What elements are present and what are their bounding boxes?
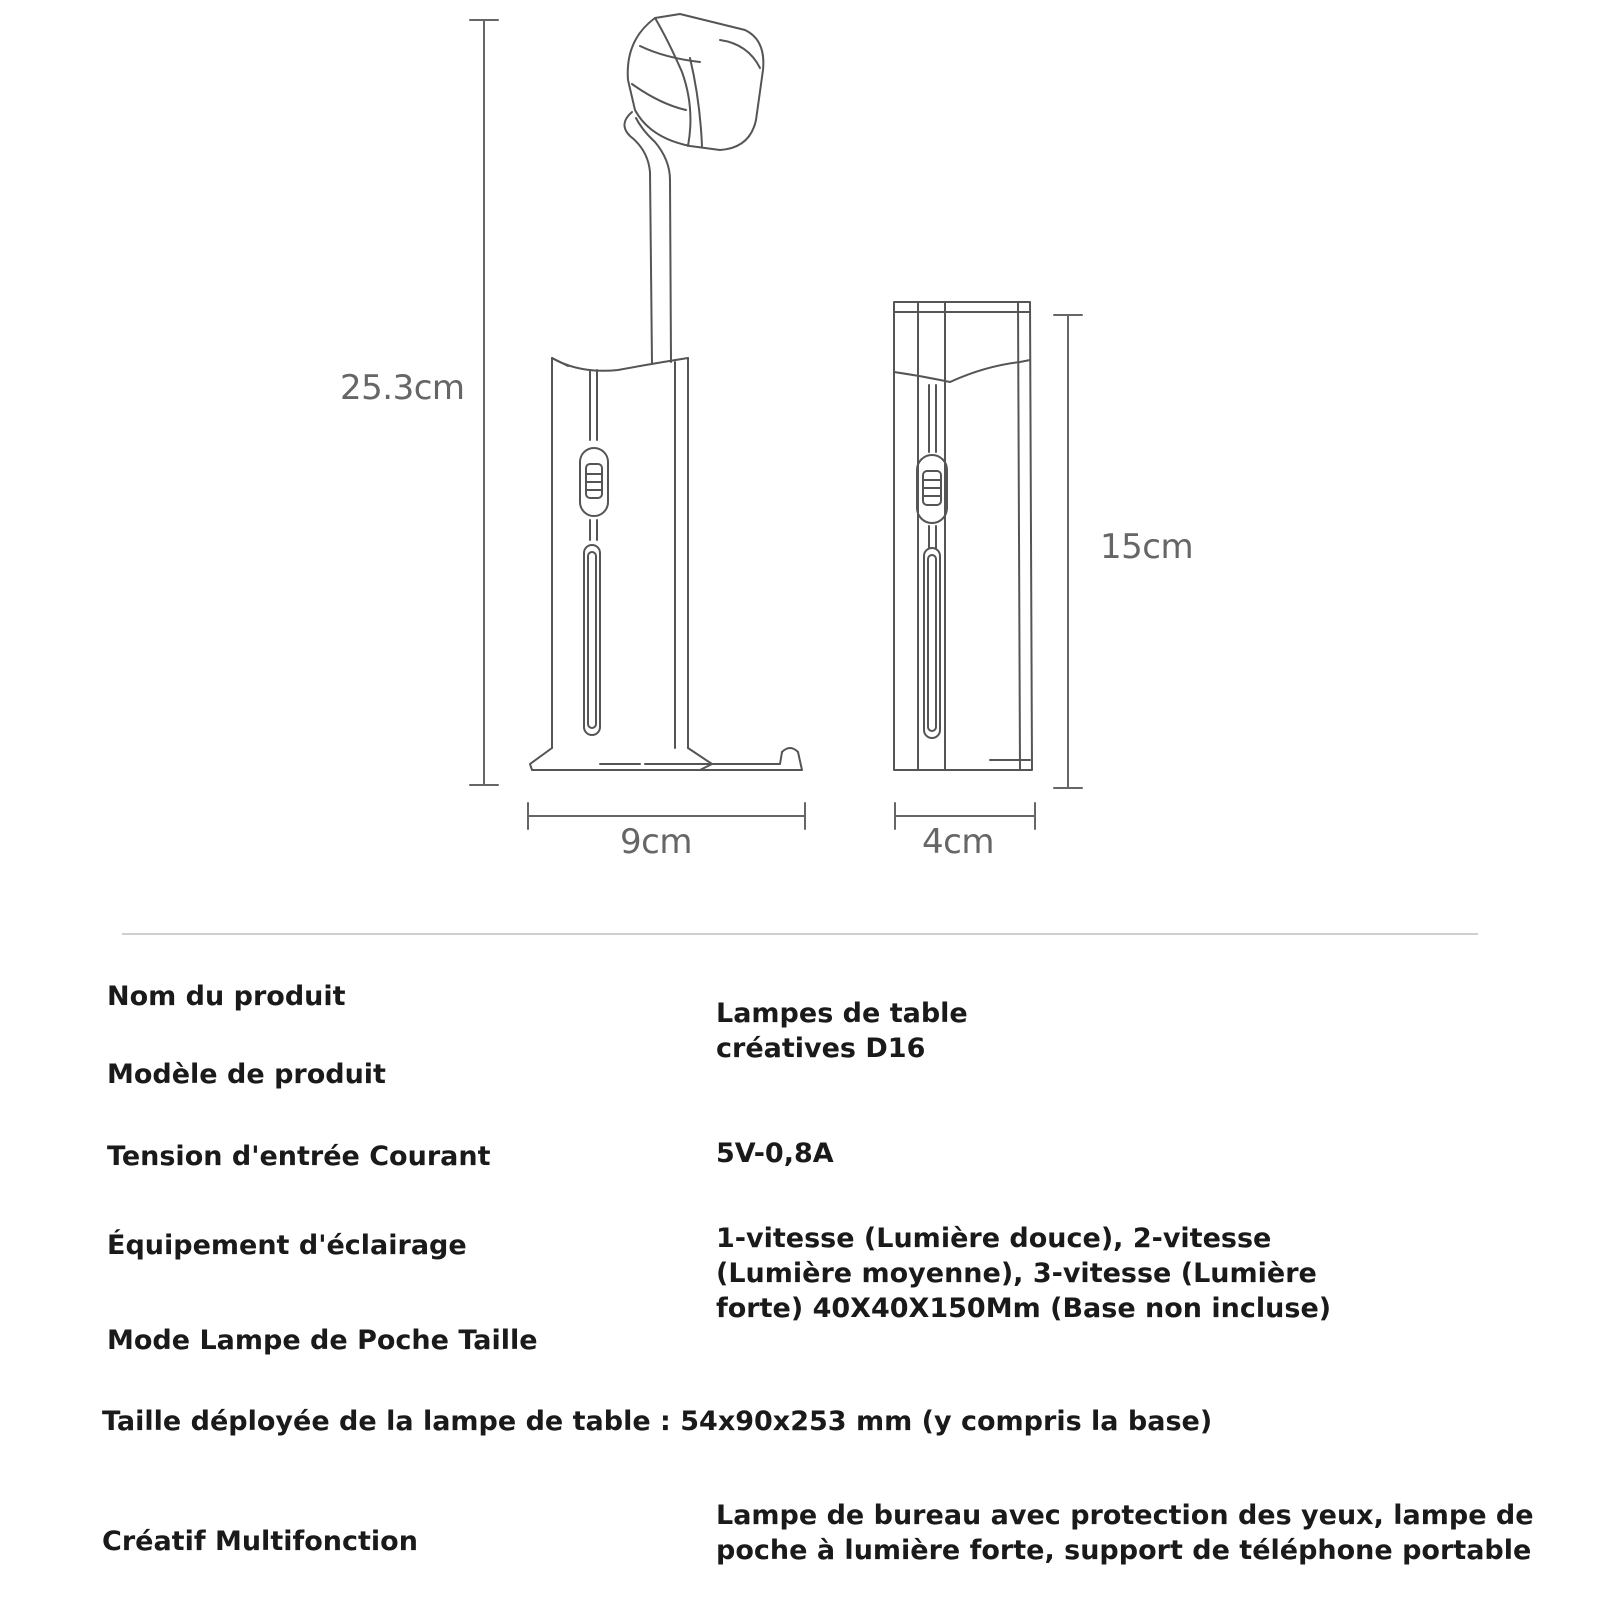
spec-flashlight-label: Mode Lampe de Poche Taille bbox=[107, 1325, 538, 1356]
lamp-neck bbox=[624, 112, 671, 364]
spec-voltage-label: Tension d'entrée Courant bbox=[107, 1141, 491, 1172]
spec-lighting-label: Équipement d'éclairage bbox=[107, 1230, 467, 1261]
height-deployed-label: 25.3cm bbox=[340, 368, 465, 408]
spec-product-name-value-line2: créatives D16 bbox=[716, 1033, 926, 1064]
spec-lighting-value-line2: (Lumière moyenne), 3-vitesse (Lumière bbox=[716, 1258, 1317, 1289]
spec-lighting-value-line3: forte) 40X40X150Mm (Base non incluse) bbox=[716, 1293, 1332, 1324]
width-body-label: 4cm bbox=[922, 822, 994, 862]
folded-lamp-illustration bbox=[894, 302, 1032, 770]
width-base-label: 9cm bbox=[620, 822, 692, 862]
spec-product-name-label: Nom du produit bbox=[107, 981, 346, 1012]
spec-model-label: Modèle de produit bbox=[107, 1059, 386, 1090]
deployed-lamp-illustration bbox=[530, 14, 802, 770]
spec-voltage-value: 5V-0,8A bbox=[716, 1138, 834, 1169]
spec-deployed-size: Taille déployée de la lampe de table : 54x90x253 mm (y compris la base) bbox=[102, 1406, 1213, 1437]
spec-multifunction-label: Créatif Multifonction bbox=[102, 1526, 418, 1557]
section-divider bbox=[122, 933, 1478, 935]
height-dimension-left bbox=[470, 20, 498, 785]
lamp-body bbox=[552, 358, 688, 748]
spec-multifunction-value-line2: poche à lumière forte, support de téléphone portable bbox=[716, 1535, 1532, 1566]
spec-multifunction-value-line1: Lampe de bureau avec protection des yeux, lampe de bbox=[716, 1500, 1534, 1531]
spec-lighting-value-line1: 1-vitesse (Lumière douce), 2-vitesse bbox=[716, 1223, 1272, 1254]
lamp-head bbox=[628, 14, 764, 150]
height-dimension-right bbox=[1054, 315, 1082, 788]
spec-product-name-value-line1: Lampes de table bbox=[716, 998, 968, 1029]
height-folded-label: 15cm bbox=[1100, 527, 1194, 567]
lamp-base bbox=[530, 748, 802, 770]
